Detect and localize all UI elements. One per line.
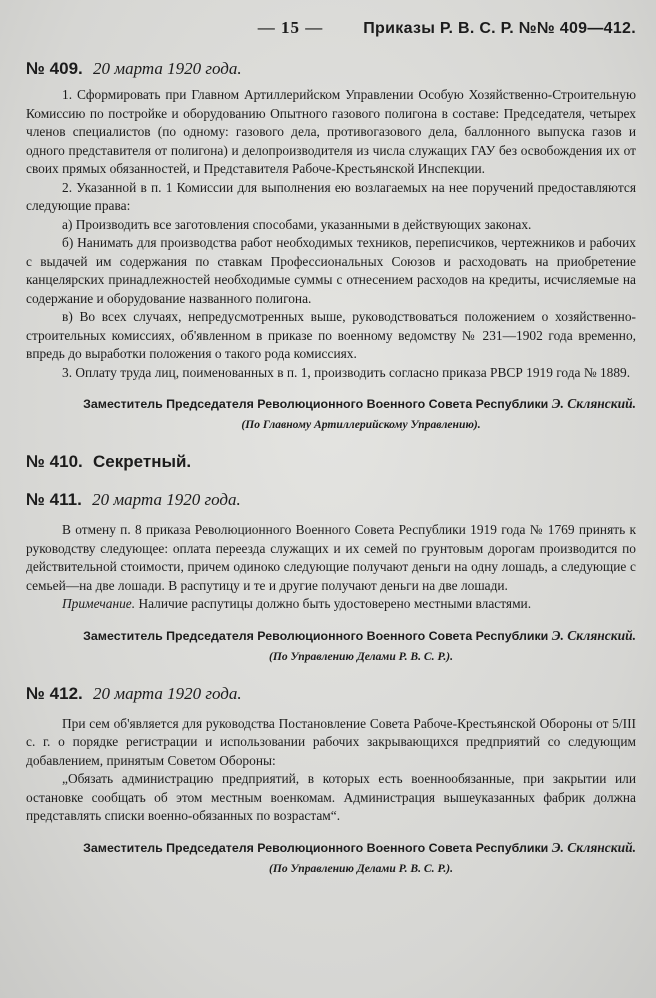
order-411-note-text: Наличие распутицы должно быть удостоверено местными властями. [138, 596, 532, 611]
order-412-date: 20 марта 1920 года. [93, 683, 242, 703]
order-409-signer: Э. Склянский. [551, 396, 636, 411]
order-409-paragraph-5: в) Во всех случаях, непредусмотренных выше, руководствоваться положением о хозяйственно-строительных комиссиях, об'явленном в приказе по военному ведомству № 231—1902 года временно, впредь до выработки положения о такого рода комиссиях. [26, 309, 636, 361]
page-header [26, 18, 636, 42]
order-412-paragraph-2: „Обязать администрацию предприятий, в которых есть военнообязанные, при закрытии или остановке сообщать об этом местным военкомам. Администрация вышеуказанных фабрик должна представлять списки военно-обязанных по возрастам“. [26, 771, 636, 823]
order-409-paragraph-6: 3. Оплату труда лиц, поименованных в п. 1, производить согласно приказа РВСР 1919 года № 1889. [62, 364, 631, 380]
order-412-number: № 412. [26, 683, 83, 703]
order-412-department: (По Управлению Делами Р. В. С. Р.). [268, 861, 454, 875]
order-412-signature-title: Заместитель Председателя Революционного Военного Совета Республики [83, 840, 549, 855]
order-409-paragraph-4: б) Нанимать для производства работ необходимых техников, переписчиков, чертежников и рабочих с выдачей им содержания по ставкам Профессиональных Союзов и расходовать на приобретение канцелярских принадлежностей необходимые суммы с отнесением расходов на кредиты, исчисляемые на содержание и оборудование названного полигона. [26, 235, 636, 306]
order-411-signature [26, 628, 636, 644]
order-409-signature-title: Заместитель Председателя Революционного Военного Совета Республики [83, 397, 549, 411]
order-411-heading [26, 489, 636, 511]
order-410-label: Секретный. [93, 452, 192, 471]
order-411-note-label: Примечание. [62, 596, 136, 611]
order-410-heading [26, 451, 636, 473]
order-412-paragraph-1: При сем об'является для руководства Постановление Совета Рабоче-Крестьянской Обороны от 5/III с. г. о порядке регистрации и использовании рабочих закрывающихся предприятий со следующим добавлением, принятым Советом Обороны: [26, 715, 636, 768]
order-409-paragraph-3: а) Производить все заготовления способами, указанными в действующих законах. [62, 216, 532, 232]
order-411-paragraph-1: В отмену п. 8 приказа Революционного Военного Совета Республики 1919 года № 1769 принять к руководству следующее: оплата переезда служащих и их семей по грунтовым дорогам производится по действительной стоимости, причем одиноко следующие получают деньги на одну лошадь, а следующие с семьей—на две лошади. В распутицу и те и другие получают деньги на две лошади. [26, 522, 636, 593]
order-411-signer: Э. Склянский. [551, 627, 636, 643]
order-409-paragraph-1: 1. Сформировать при Главном Артиллерийском Управлении Особую Хозяйственно-Строительную Комиссию по постройке и оборудованию Опытного газового полигона в составе: Председателя, четырех членов специалистов (по одному: газового дела, противогазового дела, баллонного выпуска газов и одного представителя от полигона) и делопроизводителя из числа служащих ГАУ без освобождения их от своих прямых обязанностей, и Представителя Рабоче-Крестьянской Инспекции. [26, 87, 636, 176]
order-412-heading [26, 683, 636, 705]
order-412-signer: Э. Склянский. [551, 839, 636, 855]
page-number: — 15 — [257, 18, 324, 37]
order-409-date: 20 марта 1920 года. [93, 59, 242, 78]
order-411-note [26, 595, 636, 614]
order-409-department: (По Главному Артиллерийскому Управлению). [241, 418, 481, 431]
order-411-department: (По Управлению Делами Р. В. С. Р.). [268, 649, 454, 663]
order-411-signature-title: Заместитель Председателя Революционного Военного Совета Республики [83, 628, 549, 643]
order-411-date: 20 марта 1920 года. [92, 490, 241, 509]
order-409-heading [26, 58, 636, 80]
order-410-number: № 410. [26, 452, 83, 471]
order-412-signature [26, 840, 636, 856]
running-title: Приказы Р. В. С. Р. №№ 409—412. [363, 20, 636, 37]
order-409-number: № 409. [26, 59, 83, 78]
order-409-signature [26, 396, 636, 412]
order-411-number: № 411. [26, 490, 82, 509]
order-409-paragraph-2: 2. Указанной в п. 1 Комиссии для выполнения ею возлагаемых на нее поручений предоставляются следующие права: [26, 179, 636, 213]
